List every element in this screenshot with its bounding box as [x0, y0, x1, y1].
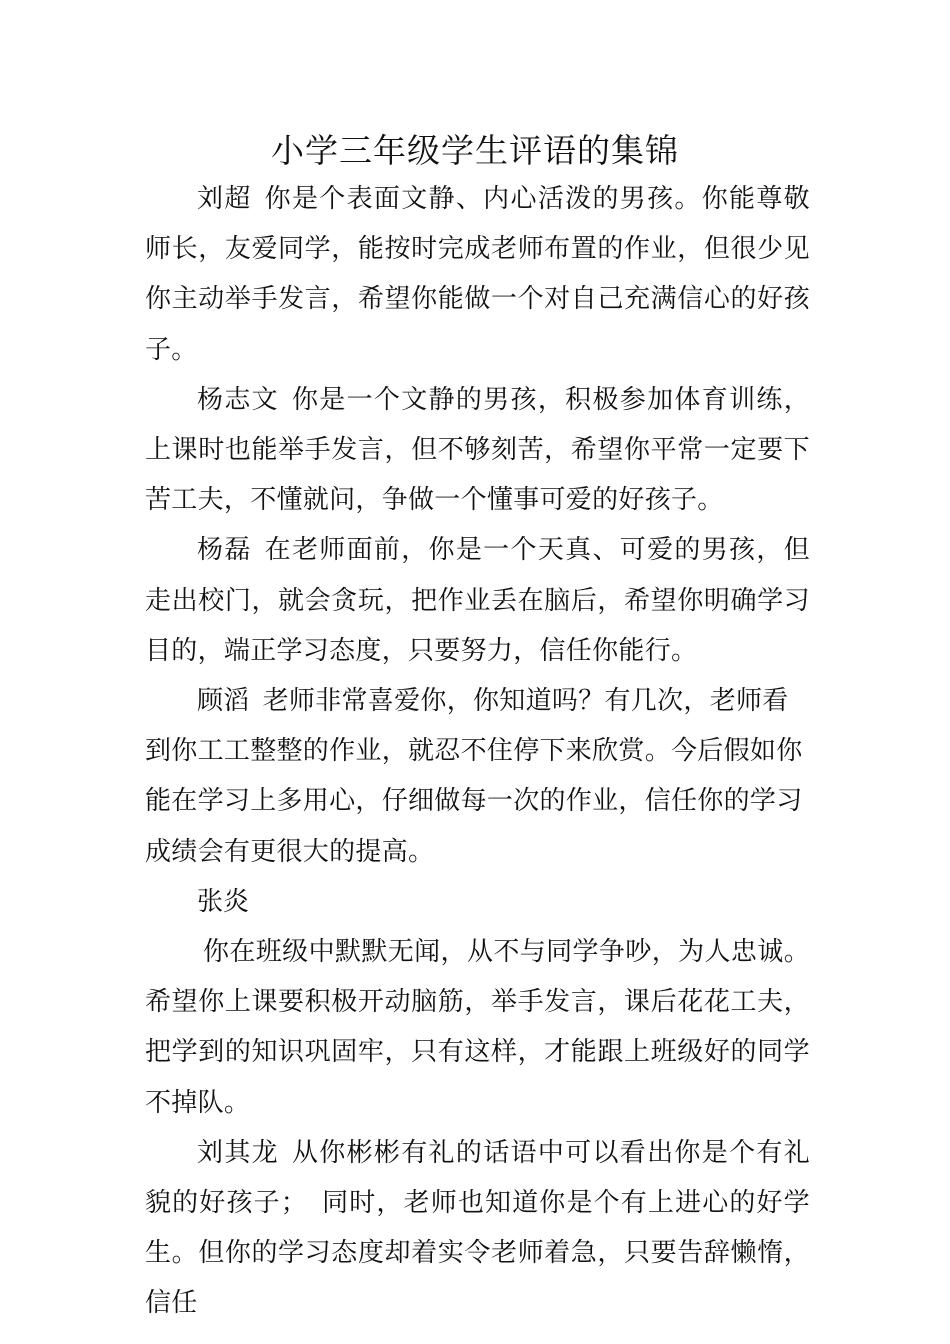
comment-text: 从你彬彬有礼的话语中可以看出你是个有礼貌的好孩子； 同时，老师也知道你是个有上进心的好学生。但你的学习态度却着实令老师着急，只要告辞懒惰，信任 [145, 1137, 811, 1319]
comment-paragraph-6 [145, 1128, 810, 1329]
comment-paragraph-5 [145, 927, 810, 1128]
student-name: 杨志文 [197, 384, 279, 415]
student-name: 顾滔 [197, 686, 250, 717]
student-name-heading: 张炎 [197, 886, 250, 917]
student-name: 刘超 [197, 184, 252, 214]
comment-paragraph-3 [145, 525, 810, 676]
comment-paragraph-1 [145, 174, 810, 375]
comment-paragraph-2 [145, 375, 810, 526]
student-name: 刘其龙 [197, 1137, 279, 1168]
student-name: 杨磊 [197, 535, 252, 566]
comment-text: 老师非常喜爱你，你知道吗？有几次，老师看到你工工整整的作业，就忍不住停下来欣赏。今后假如你能在学习上多用心，仔细做每一次的作业，信任你的学习成绩会有更很大的提高。 [145, 686, 803, 867]
comment-text: 你是个表面文静、内心活泼的男孩。你能尊敬师长，友爱同学，能按时完成老师布置的作业，但很少见你主动举手发言，希望你能做一个对自己充满信心的好孩子。 [145, 184, 810, 365]
comment-text: 你在班级中默默无闻，从不与同学争吵，为人忠诚。希望你上课要积极开动脑筋，举手发言，课后花花工夫，把学到的知识巩固牢，只有这样，才能跟上班级好的同学不掉队。 [145, 937, 810, 1118]
comment-paragraph-4 [145, 676, 810, 877]
comment-text: 你是一个文静的男孩，积极参加体育训练，上课时也能举手发言，但不够刻苦，希望你平常一定要下苦工夫，不懂就问，争做一个懂事可爱的好孩子。 [145, 384, 811, 516]
document-title: 小学三年级学生评语的集锦 [271, 131, 679, 170]
comment-text: 在老师面前，你是一个天真、可爱的男孩，但走出校门，就会贪玩，把作业丢在脑后，希望你明确学习目的，端正学习态度，只要努力，信任你能行。 [145, 535, 810, 666]
document-body [145, 174, 810, 1329]
